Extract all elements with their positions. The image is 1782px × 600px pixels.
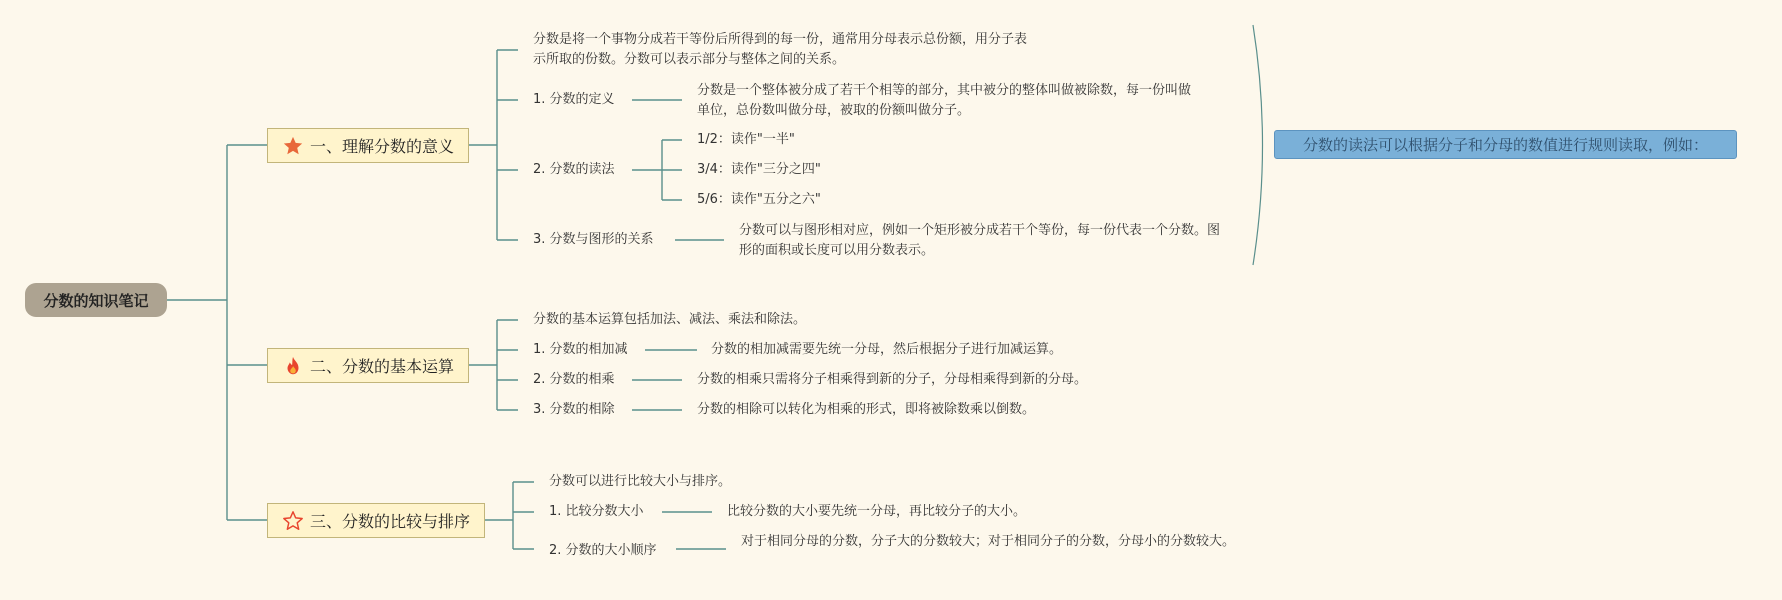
subtopic-order[interactable]: 2. 分数的大小顺序	[549, 543, 657, 558]
subtopic-multiply[interactable]: 2. 分数的相乘	[533, 372, 615, 387]
topic-label: 三、分数的比较与排序	[310, 512, 471, 531]
callout-text: 分数的读法可以根据分子和分母的数值进行规则读取，例如：	[1302, 136, 1708, 154]
summary-brace	[1253, 25, 1263, 265]
topic-label: 二、分数的基本运算	[310, 357, 455, 376]
detail-multiply: 分数的相乘只需将分子相乘得到新的分子，分母相乘得到新的分母。	[697, 372, 1088, 387]
subtopic-compare-size[interactable]: 1. 比较分数大小	[549, 504, 644, 519]
example-reading-2: 3/4：读作"三分之四"	[697, 162, 821, 177]
topic-intro: 分数是将一个事物分成若干等份后所得到的每一份，通常用分母表示总份额，用分子表示所取的份数。分数可以表示部分与整体之间的关系。	[533, 32, 1028, 67]
root-node[interactable]	[25, 283, 167, 317]
topic-intro: 分数可以进行比较大小与排序。	[549, 474, 732, 489]
fire-icon	[282, 355, 304, 377]
detail-graphics: 分数可以与图形相对应，例如一个矩形被分成若干个等份，每一份代表一个分数。图形的面积或长度可以用分数表示。	[739, 223, 1221, 258]
topic-label: 一、理解分数的意义	[310, 137, 455, 156]
detail-order: 对于相同分母的分数，分子大的分数较大；对于相同分子的分数，分母小的分数较大。	[741, 534, 1236, 549]
detail-compare-size: 比较分数的大小要先统一分母，再比较分子的大小。	[727, 504, 1027, 519]
example-reading-1: 1/2：读作"一半"	[697, 132, 795, 147]
subtopic-graphics[interactable]: 3. 分数与图形的关系	[533, 232, 654, 247]
subtopic-divide[interactable]: 3. 分数的相除	[533, 402, 615, 417]
example-reading-3: 5/6：读作"五分之六"	[697, 192, 821, 207]
detail-definition: 分数是一个整体被分成了若干个相等的部分，其中被分的整体叫做被除数，每一份叫做单位，总份数叫做分母，被取的份额叫做分子。	[697, 83, 1192, 118]
subtopic-reading[interactable]: 2. 分数的读法	[533, 162, 615, 177]
detail-add-subtract: 分数的相加减需要先统一分母，然后根据分子进行加减运算。	[711, 342, 1063, 357]
topic-comparison[interactable]	[267, 503, 485, 538]
subtopic-add-subtract[interactable]: 1. 分数的相加减	[533, 342, 628, 357]
summary-callout[interactable]	[1274, 130, 1737, 159]
subtopic-definition[interactable]: 1. 分数的定义	[533, 92, 615, 107]
star-outline-icon	[282, 510, 304, 532]
topic-understanding[interactable]	[267, 128, 469, 163]
root-label: 分数的知识笔记	[43, 291, 149, 310]
topic-intro: 分数的基本运算包括加法、减法、乘法和除法。	[533, 312, 807, 327]
star-filled-icon	[282, 135, 304, 157]
topic-operations[interactable]	[267, 348, 469, 383]
detail-divide: 分数的相除可以转化为相乘的形式，即将被除数乘以倒数。	[697, 402, 1036, 417]
